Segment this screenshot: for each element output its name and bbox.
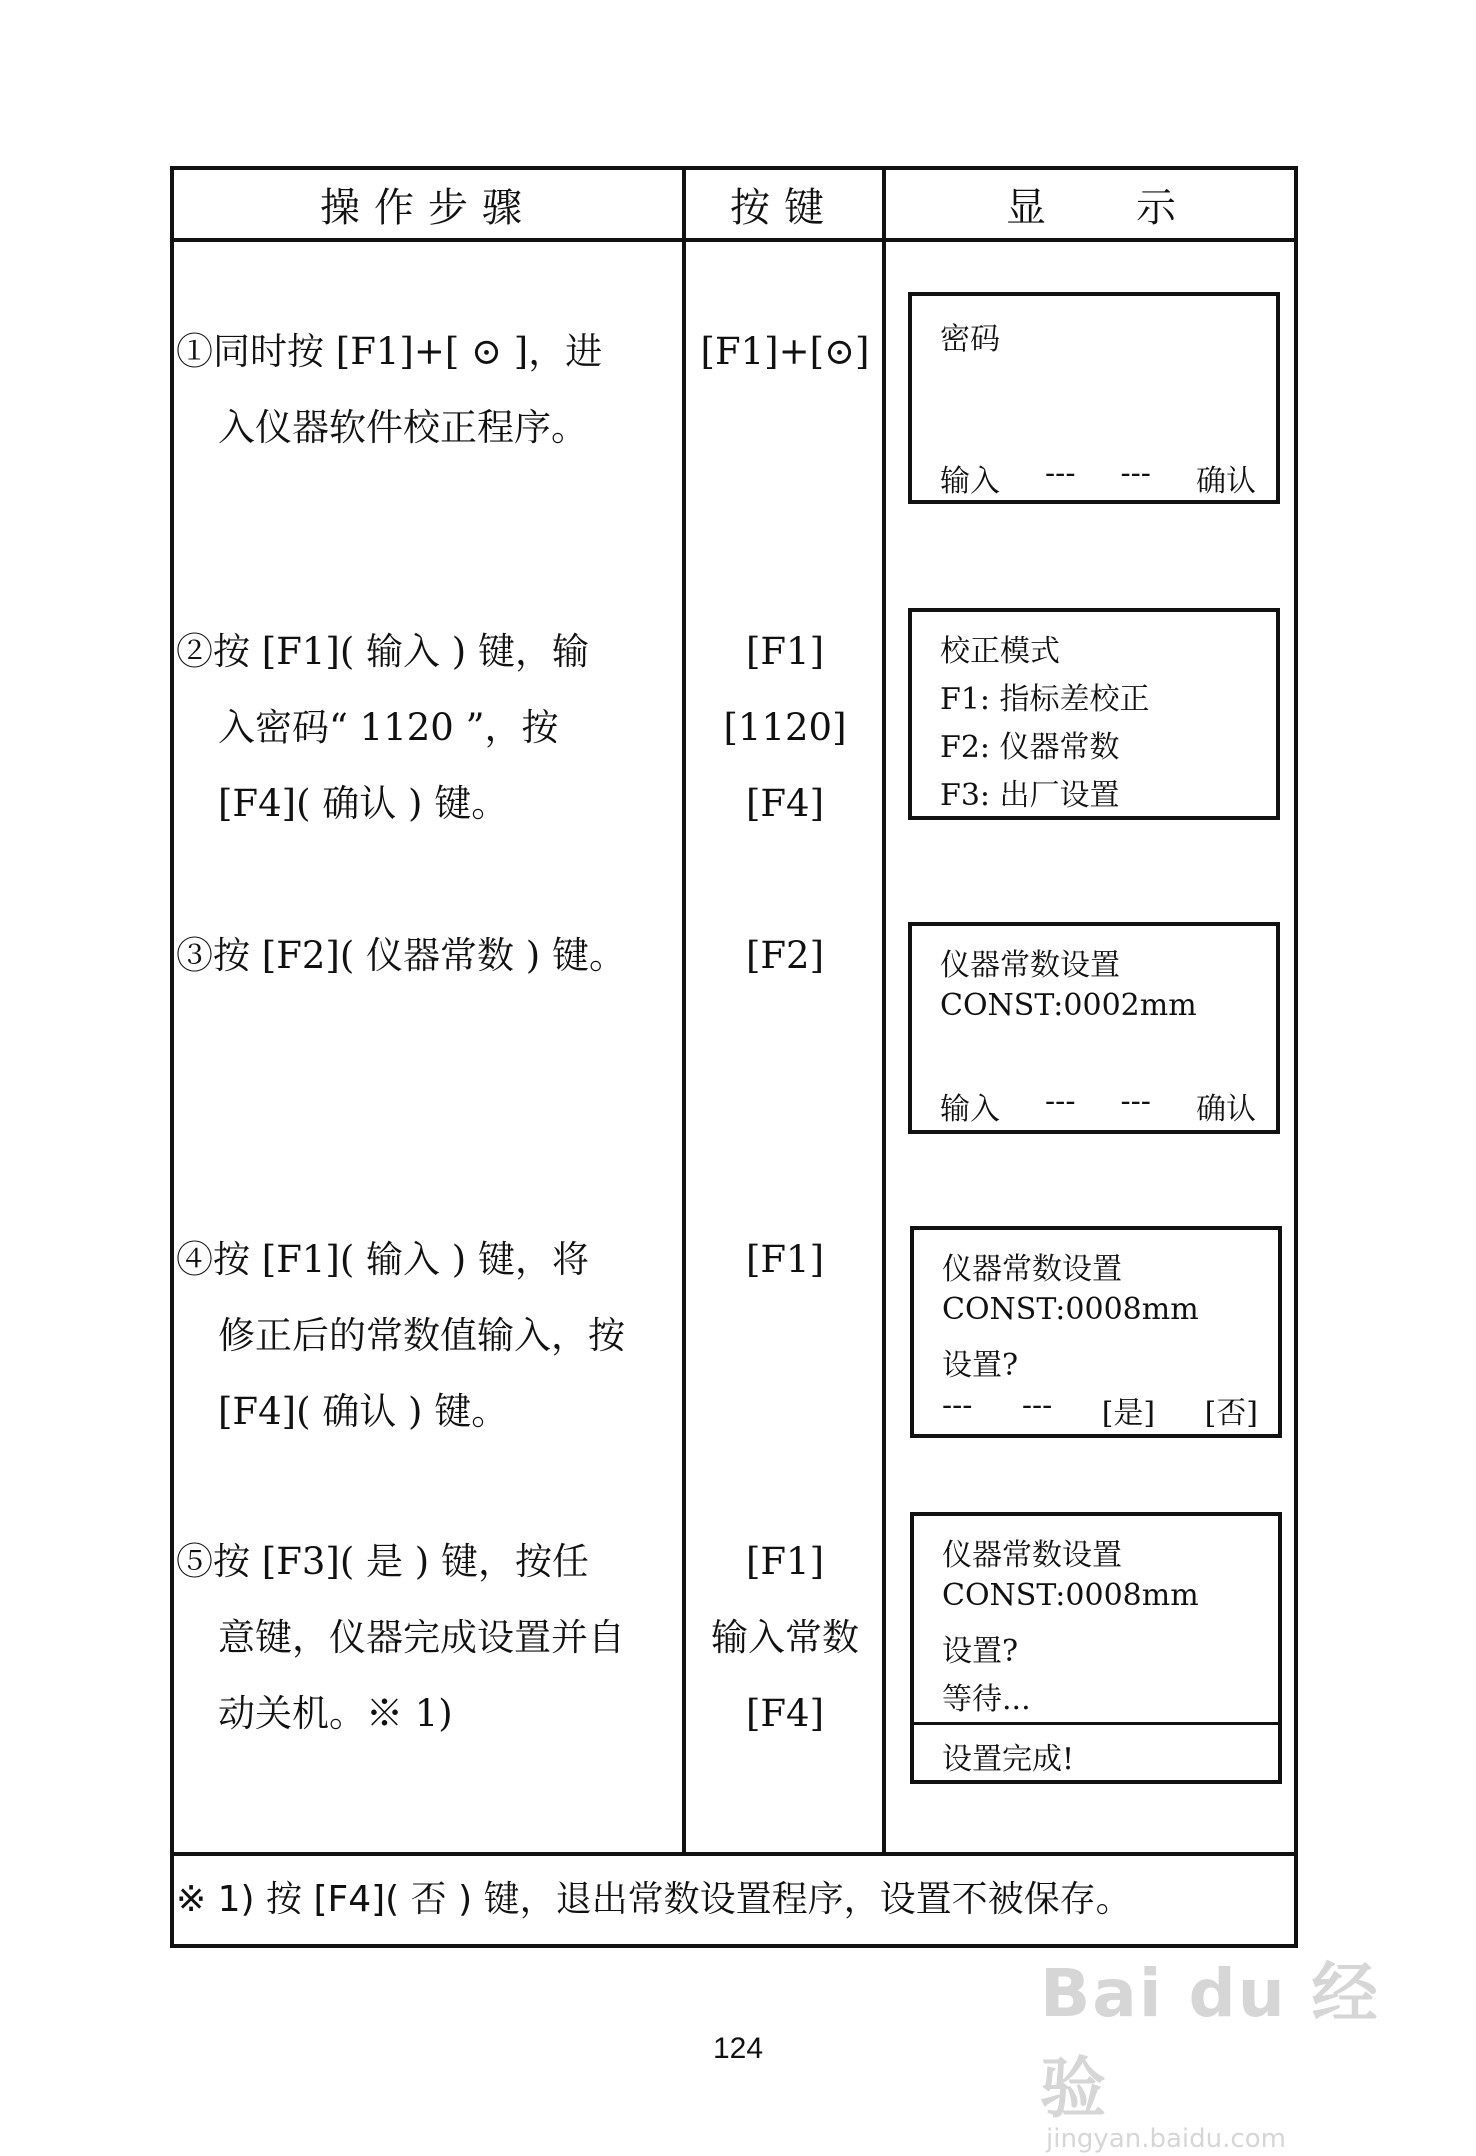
key-label: [F4] (745, 1692, 825, 1735)
step-2-line-3: [F4]( 确认 ) 键。 (218, 782, 509, 825)
lcd-line: 设置? (942, 1634, 1019, 1669)
lcd-line: 仪器常数设置 (942, 1252, 1122, 1287)
keys-5 (686, 1524, 884, 1752)
softkey-label: --- (1120, 1084, 1151, 1119)
lcd-line: 密码 (940, 322, 1000, 357)
header-steps: 操作步骤 (320, 184, 536, 231)
keys-2 (686, 614, 884, 842)
keys-1 (686, 314, 884, 390)
step-1-line-1: ①同时按 [F1]+[ ⊙ ]，进 (176, 330, 603, 373)
keys-3 (686, 918, 884, 994)
keys-4 (686, 1222, 884, 1298)
step-5-line-1: ⑤按 [F3]( 是 ) 键，按任 (176, 1540, 589, 1583)
softkey-label: --- (1045, 1084, 1076, 1119)
lcd-status-line: 设置完成! (942, 1742, 1075, 1777)
softkey-label: [是] (1101, 1396, 1156, 1431)
step-5 (176, 1524, 686, 1752)
baidu-watermark (1040, 1940, 1440, 2154)
step-4-line-3: [F4]( 确认 ) 键。 (218, 1390, 509, 1433)
softkey-label: --- (1120, 456, 1151, 491)
lcd-status-divider (914, 1722, 1278, 1725)
softkey-label: --- (942, 1388, 973, 1423)
softkey-label: 确认 (1195, 464, 1256, 499)
step-3 (176, 918, 686, 994)
header-display: 显示 (1006, 184, 1266, 231)
footnote: ※ 1) 按 [F4]( 否 ) 键，退出常数设置程序，设置不被保存。 (176, 1879, 1132, 1920)
watermark-logo: Bai du 经验 (1040, 1955, 1380, 2127)
lcd-line: 仪器常数设置 (942, 1538, 1122, 1573)
lcd-screen-3 (908, 922, 1280, 1134)
lcd-line: F3: 出厂设置 (940, 778, 1120, 813)
key-label: [F1] (745, 1238, 825, 1281)
lcd-screen-2 (908, 608, 1280, 820)
lcd-screen-1 (908, 292, 1280, 504)
step-5-line-3: 动关机。※ 1) (218, 1692, 453, 1735)
key-label: [F1] (745, 1540, 825, 1583)
lcd-screen-5 (910, 1512, 1282, 1784)
softkey-label: --- (1045, 456, 1076, 491)
lcd-line: 设置? (942, 1348, 1019, 1383)
step-2-line-1: ②按 [F1]( 输入 ) 键，输 (176, 630, 589, 673)
key-label: [F1]+[⊙] (700, 330, 870, 373)
key-label: [F4] (745, 782, 825, 825)
lcd-line: CONST:0002mm (940, 988, 1197, 1023)
lcd-screen-4 (910, 1226, 1282, 1438)
lcd-line: 等待... (942, 1682, 1031, 1717)
key-label: [F2] (745, 934, 825, 977)
watermark-url: jingyan.baidu.com (1046, 2124, 1286, 2154)
key-label: 输入常数 (711, 1616, 859, 1659)
step-4 (176, 1222, 686, 1450)
softkey-label: 确认 (1195, 1092, 1256, 1127)
softkey-label: --- (1021, 1388, 1053, 1423)
step-2-line-2: 入密码“ 1120 ”，按 (218, 706, 559, 749)
step-3-line-1: ③按 [F2]( 仪器常数 ) 键。 (176, 934, 626, 977)
page-number: 124 (712, 2032, 764, 2065)
step-4-line-1: ④按 [F1]( 输入 ) 键，将 (176, 1238, 589, 1281)
softkey-label: [否] (1204, 1396, 1258, 1431)
lcd-line: 校正模式 (940, 634, 1060, 669)
lcd-line: CONST:0008mm (942, 1578, 1199, 1613)
lcd-line: 仪器常数设置 (940, 948, 1120, 983)
step-4-line-2: 修正后的常数值输入，按 (218, 1314, 625, 1357)
step-1 (176, 314, 686, 466)
softkey-label: 输入 (940, 464, 1000, 499)
step-1-line-2: 入仪器软件校正程序。 (218, 406, 588, 449)
key-label: [F1] (745, 630, 825, 673)
lcd-line: F1: 指标差校正 (940, 682, 1150, 717)
softkey-label: 输入 (940, 1092, 1000, 1127)
lcd-softkey-row (942, 1388, 1258, 1432)
header-keys: 按键 (730, 184, 838, 231)
lcd-softkey-row (940, 1084, 1256, 1128)
lcd-line: F2: 仪器常数 (940, 730, 1120, 765)
step-2 (176, 614, 686, 842)
step-5-line-2: 意键，仪器完成设置并自 (218, 1616, 625, 1659)
footnote-divider (170, 1852, 1298, 1856)
lcd-line: CONST:0008mm (942, 1292, 1199, 1327)
key-label: [1120] (723, 706, 847, 749)
lcd-softkey-row (940, 456, 1256, 500)
